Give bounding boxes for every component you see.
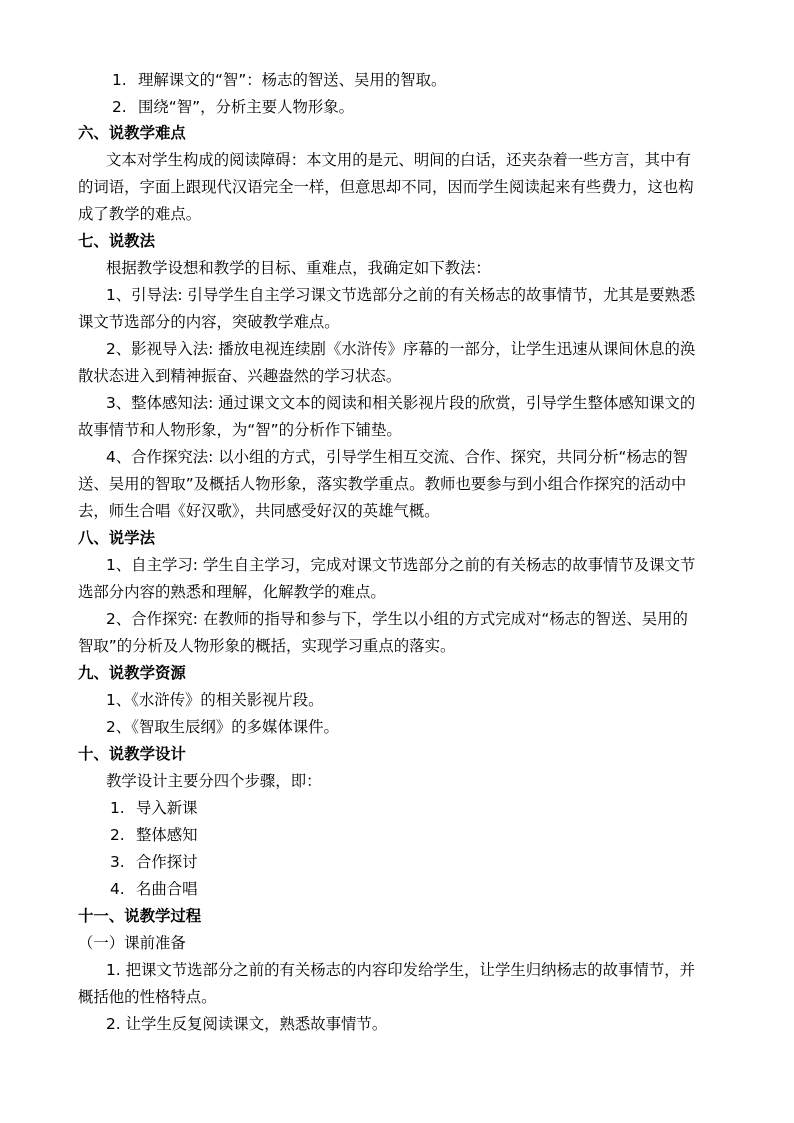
design-step-1	[110, 798, 198, 818]
paragraph-line: 成了教学的难点。	[78, 205, 202, 223]
design-step-text: 导入新课	[136, 799, 198, 817]
paragraph-line: 根据教学设想和教学的目标、重难点，我确定如下教法：	[106, 259, 491, 277]
goal-item-2	[112, 97, 354, 117]
goal-item-number: 2.	[112, 98, 127, 116]
subsection-heading: （一）课前准备	[78, 934, 186, 952]
design-step-text: 名曲合唱	[136, 880, 198, 898]
paragraph-line: 3、整体感知法: 通过课文文本的阅读和相关影视片段的欣赏，引导学生整体感知课文的	[106, 394, 696, 412]
section-heading-design: 十、说教学设计	[78, 745, 186, 763]
paragraph-line: 概括他的性格特点。	[78, 988, 217, 1006]
section-heading-teaching-method: 七、说教法	[78, 232, 155, 250]
paragraph-line: 2. 让学生反复阅读课文，熟悉故事情节。	[106, 1015, 388, 1033]
paragraph-line: 送、吴用的智取”及概括人物形象，落实教学重点。教师也要参与到小组合作探究的活动中	[78, 475, 687, 493]
design-step-number: 1.	[110, 799, 125, 817]
paragraph-line: 2、《智取生辰纲》的多媒体课件。	[106, 718, 339, 736]
section-heading-difficulty: 六、说教学难点	[78, 124, 186, 142]
paragraph-line: 文本对学生构成的阅读障碍：本文用的是元、明间的白话，还夹杂着一些方言，其中有	[106, 151, 691, 169]
paragraph-line: 散状态进入到精神振奋、兴趣盎然的学习状态。	[78, 367, 402, 385]
design-step-number: 4.	[110, 880, 125, 898]
paragraph-line: 1. 把课文节选部分之前的有关杨志的内容印发给学生，让学生归纳杨志的故事情节，并	[106, 961, 696, 979]
goal-item-text: 围绕“智”，分析主要人物形象。	[138, 98, 355, 116]
paragraph-line: 4、合作探究法: 以小组的方式，引导学生相互交流、合作、探究，共同分析“杨志的智	[106, 448, 688, 466]
paragraph-line: 故事情节和人物形象，为“智”的分析作下铺垫。	[78, 421, 402, 439]
goal-item-text: 理解课文的“智”：杨志的智送、吴用的智取。	[138, 71, 447, 89]
paragraph-line: 课文节选部分的内容，突破教学难点。	[78, 313, 340, 331]
paragraph-line: 1、《水浒传》的相关影视片段。	[106, 691, 324, 709]
section-heading-learning-method: 八、说学法	[78, 529, 155, 547]
design-step-4	[110, 879, 198, 899]
goal-item-1	[112, 70, 446, 90]
section-heading-resources: 九、说教学资源	[78, 664, 186, 682]
goal-item-number: 1.	[112, 71, 127, 89]
design-step-text: 合作探讨	[136, 853, 198, 871]
paragraph-line: 智取”的分析及人物形象的概括，实现学习重点的落实。	[78, 637, 456, 655]
section-heading-process: 十一、说教学过程	[78, 907, 202, 925]
paragraph-line: 去，师生合唱《好汉歌》，共同感受好汉的英雄气概。	[78, 502, 440, 520]
paragraph-line: 1、引导法: 引导学生自主学习课文节选部分之前的有关杨志的故事情节，尤其是要熟悉	[106, 286, 696, 304]
paragraph-line: 选部分内容的熟悉和理解，化解教学的难点。	[78, 583, 386, 601]
paragraph-line: 1、自主学习: 学生自主学习，完成对课文节选部分之前的有关杨志的故事情节及课文节	[106, 556, 696, 574]
design-step-3	[110, 852, 198, 872]
paragraph-line: 的词语，字面上跟现代汉语完全一样，但意思却不同，因而学生阅读起来有些费力，这也构	[78, 178, 694, 196]
design-step-text: 整体感知	[136, 826, 198, 844]
paragraph-line: 教学设计主要分四个步骤，即：	[106, 772, 322, 790]
design-step-number: 2.	[110, 826, 125, 844]
design-step-2	[110, 825, 198, 845]
paragraph-line: 2、影视导入法: 播放电视连续剧《水浒传》序幕的一部分，让学生迅速从课间休息的涣	[106, 340, 696, 358]
paragraph-line: 2、合作探究: 在教师的指导和参与下，学生以小组的方式完成对“杨志的智送、吴用的	[106, 610, 688, 628]
design-step-number: 3.	[110, 853, 125, 871]
